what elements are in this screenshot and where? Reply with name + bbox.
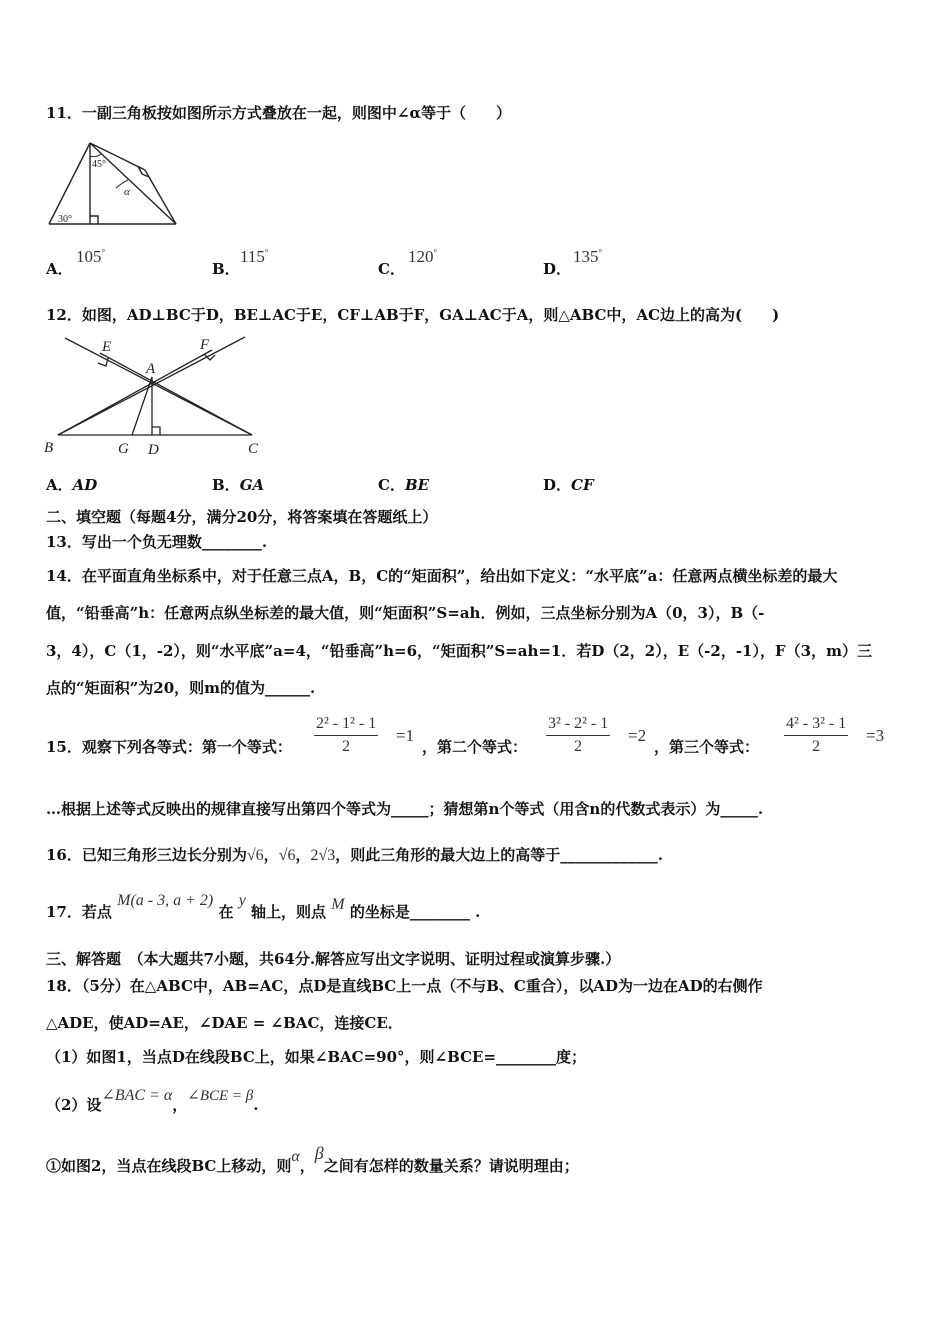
- q11-option-c[interactable]: C．: [378, 260, 405, 278]
- q18-part2: [46, 1087, 259, 1115]
- q15-eq3-numerator: 4² - 3² - 1: [784, 713, 848, 736]
- q15-eq2-denominator: 2: [574, 738, 583, 755]
- label-B: B: [44, 440, 54, 456]
- q15-eq1-denominator: 2: [342, 738, 351, 755]
- q12-option-c[interactable]: C．BE: [378, 476, 430, 494]
- q12-option-d[interactable]: D．CF: [543, 476, 594, 494]
- q15-eq3-fraction: [784, 713, 848, 758]
- label-D: D: [148, 442, 159, 458]
- q16-comma1: ，: [263, 846, 279, 864]
- q15-third-label: ，第三个等式：: [654, 738, 760, 756]
- q15-eq1-rhs: =1: [396, 726, 415, 745]
- q11-option-a[interactable]: A．: [46, 260, 73, 278]
- q18-part1: （1）如图1，当点D在线段BC上，如果∠BAC=90°，则∠BCE=________度；: [46, 1048, 587, 1066]
- q15-eq3-rhs: =3: [866, 726, 885, 745]
- q11-option-b-value: 115°: [240, 247, 269, 266]
- q15-line2: …根据上述等式反映出的规律直接写出第四个等式为_____；猜想第n个等式（用含n的代数式表示）为_____.: [46, 800, 764, 818]
- q17-pre: 17．若点: [46, 903, 112, 921]
- q15-eq1-fraction: [314, 713, 378, 758]
- q13-text: 13．写出一个负无理数________.: [46, 533, 268, 551]
- segment-AG: [132, 377, 152, 435]
- q11-option-d-value: 135°: [573, 247, 603, 266]
- q12-figure: [40, 335, 270, 460]
- q18-sub1-beta: β: [314, 1143, 324, 1163]
- q18-line2: △ADE，使AD=AE，∠DAE = ∠BAC，连接CE．: [46, 1014, 403, 1032]
- q14-line4: 点的“矩面积”为20，则m的值为______.: [46, 679, 316, 697]
- q18-sub1-alpha: α: [291, 1148, 300, 1165]
- section2-heading: 二、填空题（每题4分，满分20分，将答案填在答题纸上）: [46, 508, 438, 526]
- label-F: F: [200, 337, 210, 353]
- q15-second-label: ，第二个等式：: [422, 738, 528, 756]
- q16-side2: √6: [278, 847, 296, 864]
- q18-sub1-comma: ，: [299, 1157, 315, 1175]
- label-45: 45°: [92, 159, 106, 170]
- q17-point: M(a - 3, a + 2): [117, 892, 214, 909]
- q14-line3: 3，4），C（1，-2），则“水平底”a=4，“铅垂高”h=6，“矩面积”S=ah=1．若D（2，2），E（-2，-1），F（3，m）三: [46, 642, 872, 660]
- angle-45-arc: [90, 154, 101, 157]
- q16-pre: 16．已知三角形三边长分别为: [46, 846, 247, 864]
- q18-part2-pre: （2）设: [46, 1096, 102, 1114]
- q15-eq1-numerator: 2² - 1² - 1: [314, 713, 378, 736]
- set-square-30: [49, 143, 176, 224]
- q17-mid2: 轴上，则点: [251, 903, 327, 921]
- q16-post: ，则此三角形的最大边上的高等于_____________.: [335, 846, 663, 864]
- label-A: A: [146, 361, 156, 377]
- q18-part2-comma: ，: [172, 1096, 188, 1114]
- q15-eq2-fraction: [546, 713, 610, 758]
- q16-side1: √6: [246, 847, 264, 864]
- q17-mid1: 在: [218, 903, 234, 921]
- q18-part2-expr2: ∠BCE = β: [187, 1088, 254, 1104]
- q11-option-b[interactable]: B．: [212, 260, 240, 278]
- q16-side3: 2√3: [310, 847, 336, 864]
- q18-sub1: [46, 1143, 579, 1176]
- set-square-45: [90, 143, 176, 224]
- line-AC-extension: [65, 338, 252, 435]
- q16-comma2: ，: [295, 846, 311, 864]
- q17-axis: y: [238, 892, 246, 909]
- q11-stem: 11．一副三角板按如图所示方式叠放在一起，则图中∠α等于（ ）: [46, 104, 511, 122]
- q15-eq2-rhs: =2: [628, 726, 647, 745]
- q14-line2: 值，“铅垂高”h：任意两点纵坐标差的最大值，则“矩面积”S=ah．例如，三点坐标分别为A（0，3），B（-: [46, 604, 765, 622]
- label-C: C: [248, 441, 259, 457]
- q12-option-b[interactable]: B．GA: [212, 476, 265, 494]
- q11-option-a-value: 105°: [76, 247, 106, 266]
- q14-line1: 14．在平面直角坐标系中，对于任意三点A，B，C的“矩面积”，给出如下定义：“水平底”a：任意两点横坐标差的最大: [46, 567, 838, 585]
- q18-sub1-post: 之间有怎样的数量关系？请说明理由；: [323, 1157, 579, 1175]
- label-G: G: [118, 441, 129, 457]
- q15-eq2-numerator: 3² - 2² - 1: [546, 713, 610, 736]
- label-E: E: [102, 339, 112, 355]
- q18-part2-end: .: [253, 1096, 259, 1114]
- q16-line: [46, 846, 663, 865]
- q15-intro: 15．观察下列各等式：第一个等式：: [46, 738, 292, 756]
- q11-option-c-value: 120°: [408, 247, 438, 266]
- q18-part2-expr1: ∠BAC = α: [101, 1087, 173, 1104]
- q12-option-a[interactable]: A．AD: [46, 476, 98, 494]
- q18-line1: 18．（5分）在△ABC中，AB=AC，点D是直线BC上一点（不与B、C重合），以AD为一边在AD的右侧作: [46, 977, 763, 995]
- q17-M: M: [331, 896, 345, 913]
- q18-sub1-pre: ①如图2，当点在线段BC上移动，则: [46, 1157, 292, 1175]
- q17-post: 的坐标是________ .: [349, 903, 481, 921]
- q12-stem: 12．如图，AD⊥BC于D，BE⊥AC于E，CF⊥AB于F，GA⊥AC于A，则△ABC中，AC边上的高为( ): [46, 306, 780, 324]
- label-30: 30°: [58, 214, 72, 225]
- section3-heading: 三、解答题 （本大题共7小题，共64分.解答应写出文字说明、证明过程或演算步骤.）: [46, 950, 621, 968]
- q11-option-d[interactable]: D．: [543, 260, 572, 278]
- label-alpha: α: [124, 186, 130, 198]
- q11-figure: [46, 140, 186, 230]
- q17-line: [46, 892, 481, 922]
- q15-eq3-denominator: 2: [812, 738, 821, 755]
